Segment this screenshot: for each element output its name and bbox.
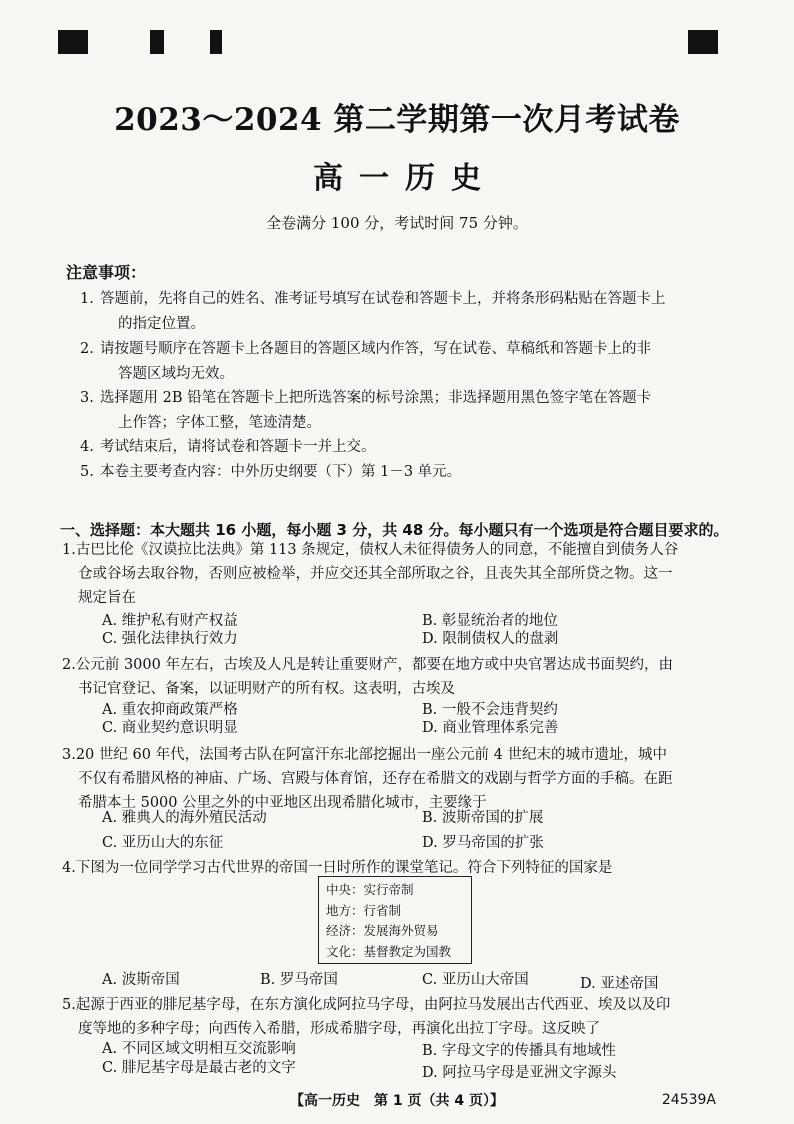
option-a[interactable]: A. 雅典人的海外殖民活动 bbox=[102, 810, 267, 826]
notice-item-text-continued: 答题区域均无效。 bbox=[118, 366, 234, 382]
option-b[interactable]: B. 彰显统治者的地位 bbox=[422, 613, 558, 629]
option-b[interactable]: B. 字母文字的传播具有地域性 bbox=[422, 1043, 616, 1059]
option-d[interactable]: D. 限制债权人的盘剥 bbox=[422, 631, 559, 647]
notice-item-number: 3. bbox=[80, 390, 94, 406]
notice-item bbox=[80, 386, 720, 436]
question-stem-line: 希腊本土 5000 公里之外的中亚地区出现希腊化城市，主要缘于 bbox=[78, 795, 487, 811]
notice-item-text-continued: 上作答；字体工整，笔迹清楚。 bbox=[118, 415, 321, 431]
option-c[interactable]: C. 商业契约意识明显 bbox=[102, 720, 238, 736]
notice-item bbox=[80, 435, 720, 460]
question-stem-line: 书记官登记、备案，以证明财产的所有权。这表明，古埃及 bbox=[78, 681, 455, 697]
notice-item-text-continued: 的指定位置。 bbox=[118, 316, 205, 332]
notice-heading: 注意事项： bbox=[66, 263, 147, 282]
notice-item-number: 1. bbox=[80, 291, 94, 307]
registration-mark bbox=[58, 30, 88, 54]
option-d[interactable]: D. 阿拉马字母是亚洲文字源头 bbox=[422, 1065, 617, 1081]
notice-item bbox=[80, 337, 720, 387]
notice-item bbox=[80, 287, 720, 337]
option-c[interactable]: C. 亚历山大帝国 bbox=[422, 972, 529, 988]
note-line-central: 中央：实行帝制 bbox=[326, 882, 414, 897]
option-c[interactable]: C. 亚历山大的东征 bbox=[102, 835, 224, 851]
option-b[interactable]: B. 波斯帝国的扩展 bbox=[422, 810, 544, 826]
option-d[interactable]: D. 罗马帝国的扩张 bbox=[422, 835, 544, 851]
question-3-stem bbox=[62, 743, 728, 815]
class-note-box bbox=[318, 876, 472, 964]
note-line-economy: 经济：发展海外贸易 bbox=[326, 923, 439, 938]
question-stem-line: 不仅有希腊风格的神庙、广场、宫殿与体育馆，还存在希腊文的戏剧与哲学方面的手稿。在距 bbox=[78, 771, 673, 787]
option-d[interactable]: D. 商业管理体系完善 bbox=[422, 720, 559, 736]
section-heading: 一、选择题：本大题共 16 小题，每小题 3 分，共 48 分。每小题只有一个选项是符合题目要求的。 bbox=[60, 521, 729, 539]
option-d[interactable]: D. 亚述帝国 bbox=[580, 976, 659, 992]
paper-code: 24539A bbox=[661, 1092, 716, 1108]
registration-mark bbox=[150, 30, 164, 54]
registration-mark bbox=[688, 30, 718, 54]
question-stem-line: 3.20 世纪 60 年代，法国考古队在阿富汗东北部挖掘出一座公元前 4 世纪末的城市遗址，城中 bbox=[62, 747, 668, 763]
option-a[interactable]: A. 维护私有财产权益 bbox=[102, 613, 238, 629]
notice-item-text: 答题前，先将自己的姓名、准考证号填写在试卷和答题卡上，并将条形码粘贴在答题卡上 bbox=[100, 291, 666, 307]
note-line-local: 地方：行省制 bbox=[326, 902, 402, 918]
option-a[interactable]: A. 波斯帝国 bbox=[102, 972, 180, 988]
page-footer: 【高一历史 第 1 页（共 4 页）】 bbox=[290, 1093, 504, 1109]
notice-item-text: 考试结束后，请将试卷和答题卡一并上交。 bbox=[100, 439, 376, 455]
option-b[interactable]: B. 罗马帝国 bbox=[260, 972, 338, 988]
exam-subject: 高一历史 bbox=[313, 161, 497, 196]
option-b[interactable]: B. 一般不会违背契约 bbox=[422, 702, 558, 718]
question-stem-line: 5.起源于西亚的腓尼基字母，在东方演化成阿拉马字母，由阿拉马发展出古代西亚、埃及以及印 bbox=[62, 997, 671, 1013]
option-a[interactable]: A. 不同区域文明相互交流影响 bbox=[102, 1041, 296, 1057]
question-5-stem bbox=[62, 993, 728, 1041]
question-stem-line: 1.古巴比伦《汉谟拉比法典》第 113 条规定，债权人未征得债务人的同意，不能擅自到债务人谷 bbox=[62, 542, 679, 558]
notice-item-text: 选择题用 2B 铅笔在答题卡上把所选答案的标号涂黑；非选择题用黑色签字笔在答题卡 bbox=[100, 390, 652, 406]
score-time-line: 全卷满分 100 分，考试时间 75 分钟。 bbox=[266, 214, 528, 232]
notice-item bbox=[80, 460, 720, 485]
registration-mark bbox=[210, 30, 222, 54]
notice-item-number: 5. bbox=[80, 464, 94, 480]
option-c[interactable]: C. 腓尼基字母是最古老的文字 bbox=[102, 1060, 296, 1076]
question-stem-line: 4.下图为一位同学学习古代世界的帝国一日时所作的课堂笔记。符合下列特征的国家是 bbox=[62, 860, 613, 876]
question-1-stem bbox=[62, 538, 728, 610]
notice-item-text: 本卷主要考查内容：中外历史纲要（下）第 1－3 单元。 bbox=[100, 464, 462, 480]
notice-item-number: 4. bbox=[80, 439, 94, 455]
question-stem-line: 仓或谷场去取谷物，否则应被检举，并应交还其全部所取之谷，且丧失其全部所贷之物。这一 bbox=[78, 566, 673, 582]
exam-title: 2023～2024 第二学期第一次月考试卷 bbox=[114, 102, 680, 138]
notice-item-number: 2. bbox=[80, 341, 94, 357]
question-2-stem bbox=[62, 653, 728, 701]
question-stem-line: 规定旨在 bbox=[78, 590, 136, 606]
option-a[interactable]: A. 重农抑商政策严格 bbox=[102, 702, 238, 718]
question-stem-line: 2.公元前 3000 年左右，古埃及人凡是转让重要财产，都要在地方或中央官署达成书面契约，由 bbox=[62, 657, 673, 673]
question-stem-line: 度等地的多种字母；向西传入希腊，形成希腊字母，再演化出拉丁字母。这反映了 bbox=[78, 1021, 600, 1037]
option-c[interactable]: C. 强化法律执行效力 bbox=[102, 631, 238, 647]
notice-item-text: 请按题号顺序在答题卡上各题目的答题区域内作答，写在试卷、草稿纸和答题卡上的非 bbox=[100, 341, 651, 357]
note-line-culture: 文化：基督教定为国教 bbox=[326, 943, 452, 959]
